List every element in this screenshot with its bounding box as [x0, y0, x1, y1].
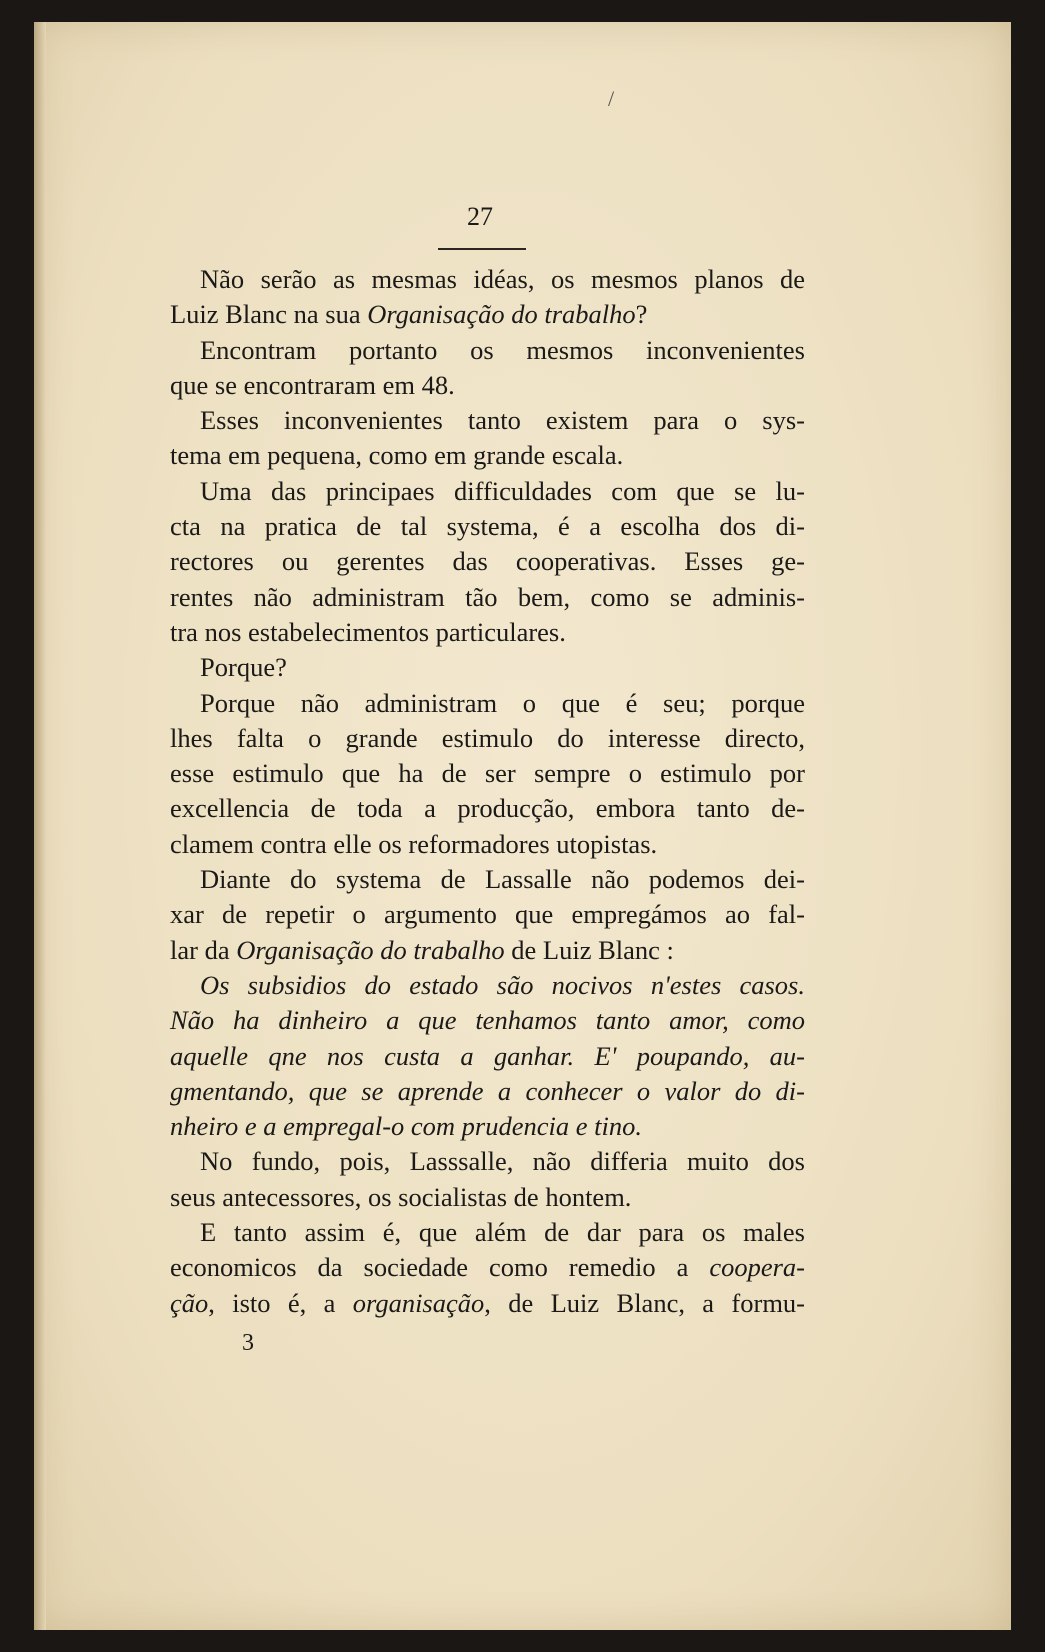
text-line	[170, 438, 805, 473]
text-line	[170, 615, 805, 650]
text-segment: lar da	[170, 934, 237, 965]
page-number: 27	[467, 202, 493, 231]
text-segment: de Luiz Blanc :	[504, 934, 674, 965]
text-segment: No fundo, pois, Lasssalle, não differia muito dos	[200, 1146, 805, 1177]
text-segment: Encontram portanto os mesmos inconvenientes	[200, 334, 805, 365]
italic-text: organisação	[352, 1287, 485, 1318]
text-segment: Porque?	[200, 652, 287, 683]
text-segment: xar de repetir o argumento que empregámos ao fal-	[170, 899, 805, 930]
italic-text: gmentando, que se aprende a conhecer o valor do di-	[170, 1075, 805, 1106]
text-line	[170, 1074, 805, 1109]
text-line	[170, 1180, 805, 1215]
text-line	[170, 862, 805, 897]
italic-text: Organisação do trabalho	[367, 299, 636, 330]
text-segment: Diante do systema de Lassalle não podemos dei-	[200, 864, 805, 895]
text-line	[170, 897, 805, 932]
page-gutter	[34, 22, 46, 1630]
text-line	[170, 333, 805, 368]
text-segment: Porque não administram o que é seu; porque	[200, 687, 805, 718]
italic-text: Não ha dinheiro a que tenhamos tanto amor, como	[170, 1005, 805, 1036]
text-line	[170, 509, 805, 544]
text-line	[170, 1144, 805, 1179]
italic-text: Os subsidios do estado são nocivos n'estes casos.	[200, 969, 805, 1000]
text-line	[170, 1003, 805, 1038]
text-line	[170, 1250, 805, 1285]
text-segment: rectores ou gerentes das cooperativas. Esses ge-	[170, 546, 805, 577]
text-segment: excellencia de toda a producção, embora tanto de-	[170, 793, 805, 824]
text-segment: lhes falta o grande estimulo do interesse directo,	[170, 722, 805, 753]
text-segment: clamem contra elle os reformadores utopistas.	[170, 828, 658, 859]
text-segment: tema em pequena, como em grande escala.	[170, 440, 624, 471]
text-segment: ?	[635, 299, 648, 330]
pencil-mark: /	[608, 86, 615, 111]
text-line	[170, 756, 805, 791]
text-segment: , de Luiz Blanc, a formu-	[484, 1287, 806, 1318]
text-line	[170, 686, 805, 721]
text-segment: E tanto assim é, que além de dar para os males	[200, 1217, 805, 1248]
text-segment: Esses inconvenientes tanto existem para o sys-	[200, 405, 805, 436]
italic-text: coopera-	[709, 1252, 805, 1283]
text-segment: Luiz Blanc na sua	[170, 299, 368, 330]
text-segment: que se encontraram em 48.	[170, 369, 455, 400]
text-line	[170, 650, 805, 685]
signature-mark: 3	[242, 1330, 254, 1356]
text-line	[170, 297, 805, 332]
italic-text: Organisação do trabalho	[236, 934, 505, 965]
text-line	[170, 791, 805, 826]
italic-text: nheiro e a empregal-o com prudencia e tino.	[170, 1111, 642, 1142]
text-line	[170, 580, 805, 615]
text-line	[170, 827, 805, 862]
text-line	[170, 968, 805, 1003]
text-segment: rentes não administram tão bem, como se adminis-	[170, 581, 805, 612]
text-segment: cta na pratica de tal systema, é a escolha dos di-	[170, 511, 805, 542]
text-segment: Não serão as mesmas idéas, os mesmos planos de	[200, 264, 805, 294]
text-line	[170, 368, 805, 403]
text-segment: economicos da sociedade como remedio a	[170, 1252, 710, 1283]
text-segment: Uma das principaes difficuldades com que se lu-	[200, 475, 805, 506]
text-line	[170, 544, 805, 579]
text-segment: esse estimulo que ha de ser sempre o estimulo por	[170, 758, 805, 789]
text-line	[170, 262, 805, 297]
text-line	[170, 1109, 805, 1144]
text-line	[170, 1286, 805, 1321]
italic-text: ção	[170, 1287, 209, 1318]
text-segment: , isto é, a	[208, 1287, 353, 1318]
text-line	[170, 933, 805, 968]
text-line	[170, 1215, 805, 1250]
text-line	[170, 474, 805, 509]
header-rule	[438, 248, 526, 250]
text-line	[170, 721, 805, 756]
text-segment: seus antecessores, os socialistas de hontem.	[170, 1181, 632, 1212]
italic-text: aquelle qne nos custa a ganhar. E' poupando, au-	[170, 1040, 805, 1071]
text-segment: tra nos estabelecimentos particulares.	[170, 616, 566, 647]
text-line	[170, 1039, 805, 1074]
text-line	[170, 403, 805, 438]
body-text	[170, 262, 805, 1321]
